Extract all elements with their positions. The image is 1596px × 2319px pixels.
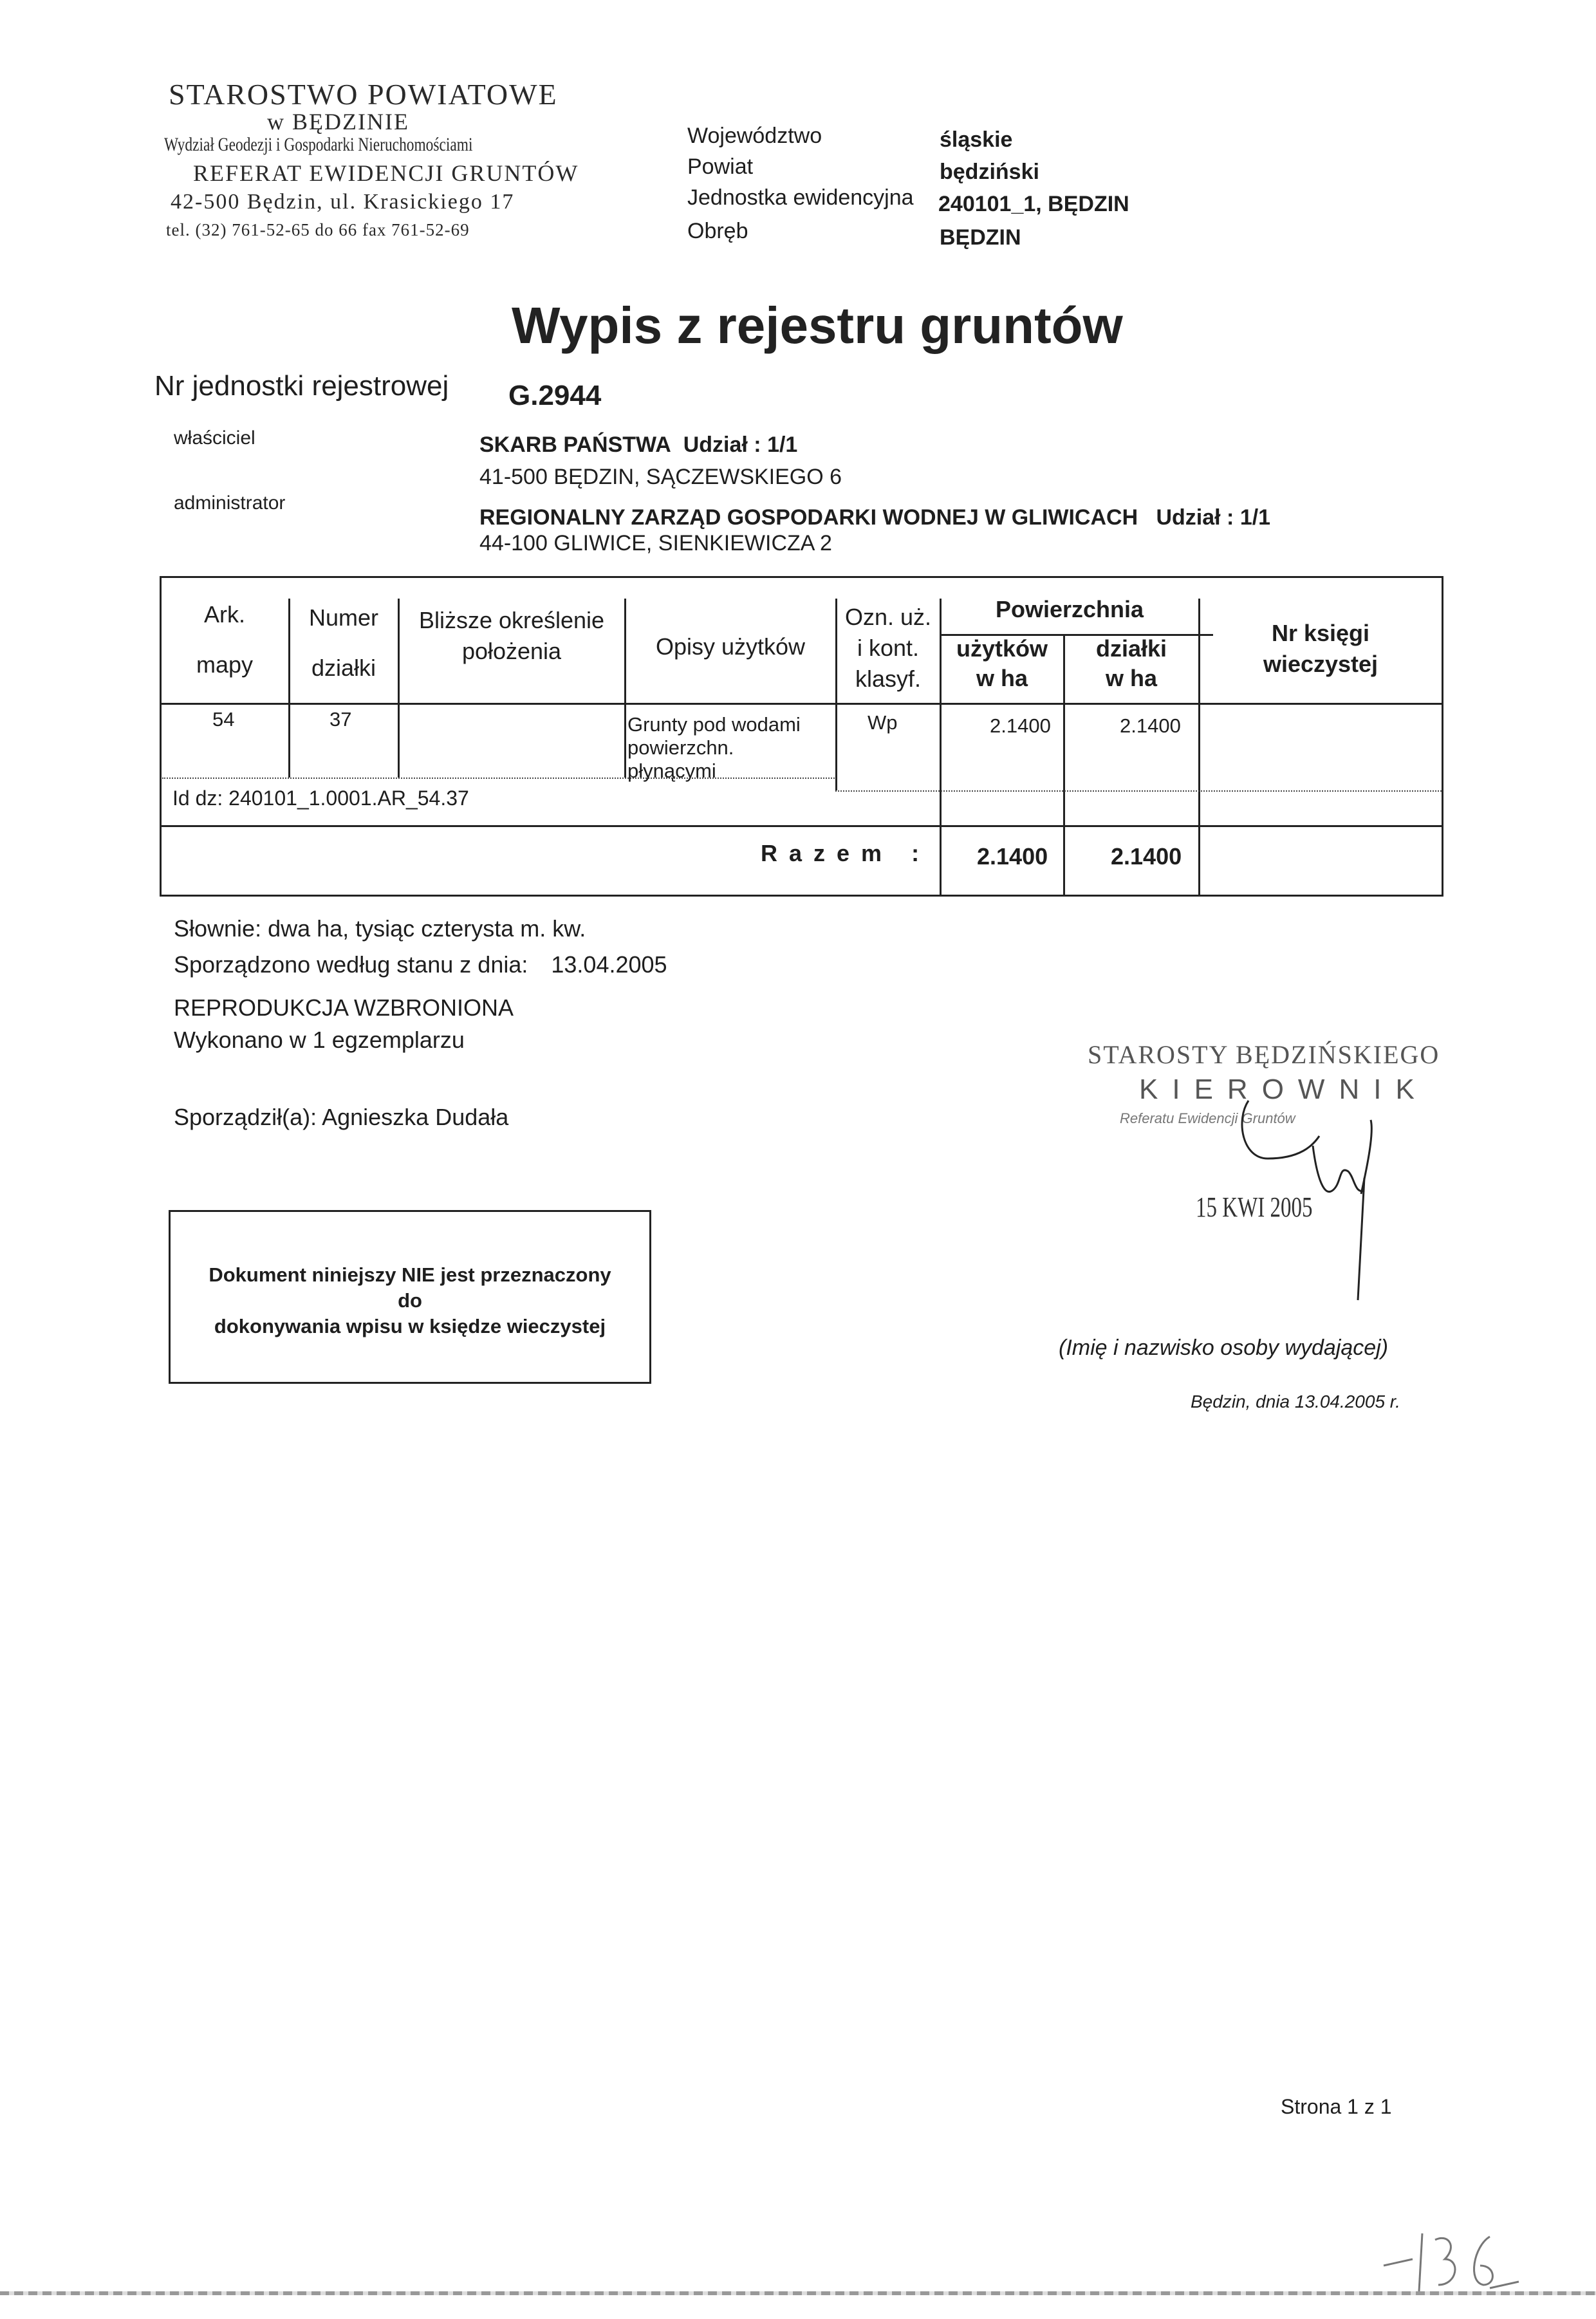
- handwritten-signature: [1210, 1081, 1416, 1313]
- slownie-text: Słownie: dwa ha, tysiąc czterysta m. kw.: [174, 915, 586, 942]
- jednostka-value: 240101_1, BĘDZIN: [938, 192, 1129, 216]
- header-uzytkow: [941, 634, 1063, 693]
- owner-address: 41-500 BĘDZIN, SĄCZEWSKIEGO 6: [479, 465, 842, 489]
- stamp-starosty: STAROSTY BĘDZIŃSKIEGO: [1088, 1040, 1440, 1069]
- cell-ark: 54: [212, 708, 235, 731]
- cell-numer: 37: [329, 708, 352, 731]
- wojewodztwo-value: śląskie: [940, 127, 1013, 152]
- owner-name-text: SKARB PAŃSTWA: [479, 433, 671, 457]
- total-dzialki: 2.1400: [1111, 843, 1182, 870]
- wojewodztwo-label: Województwo: [687, 124, 822, 148]
- scan-edge: [0, 2291, 1596, 2295]
- stamp-line-city: w BĘDZINIE: [267, 109, 409, 135]
- header-ark-line2: mapy: [196, 651, 254, 678]
- header-ozn-line3: klasyf.: [855, 666, 922, 692]
- sporzadzil-text: Sporządził(a): Agnieszka Dudała: [174, 1104, 509, 1130]
- header-blizsze-line1: Bliższe określenie: [418, 607, 605, 633]
- table-total-top: [160, 825, 1443, 827]
- registry-unit-value: G.2944: [508, 380, 602, 411]
- header-dzialki-ha: [1064, 634, 1198, 693]
- wykonano-text: Wykonano w 1 egzemplarzu: [174, 1027, 465, 1053]
- administrator-name-text: REGIONALNY ZARZĄD GOSPODARKI WODNEJ W GLIWICACH: [479, 505, 1138, 530]
- header-ark-line1: Ark.: [203, 601, 245, 628]
- sporzadzono-line: [174, 951, 667, 978]
- reprodukcja-text: REPRODUKCJA WZBRONIONA: [174, 994, 514, 1021]
- administrator-share: Udział : 1/1: [1156, 505, 1271, 530]
- obreb-label: Obręb: [687, 219, 748, 243]
- header-ksiega: [1200, 618, 1442, 680]
- administrator-address: 44-100 GLIWICE, SIENKIEWICZA 2: [479, 531, 832, 555]
- row-dotted-line-right: [835, 790, 1442, 792]
- stamp-kierownik: KIEROWNIK: [1139, 1074, 1429, 1105]
- stamp-line-referat: REFERAT EWIDENCJI GRUNTÓW: [193, 160, 579, 186]
- cell-id-dz: Id dz: 240101_1.0001.AR_54.37: [172, 787, 469, 810]
- page-title: Wypis z rejestru gruntów: [512, 297, 1123, 354]
- header-dzialki-line1: działki: [1095, 635, 1167, 662]
- page-number: Strona 1 z 1: [1281, 2095, 1392, 2118]
- stamp-line-phone: tel. (32) 761-52-65 do 66 fax 761-52-69: [166, 220, 470, 239]
- header-ozn: [837, 602, 940, 694]
- jednostka-label: Jednostka ewidencyjna: [687, 185, 914, 210]
- total-label: R a z e m :: [761, 840, 922, 866]
- header-ksiega-line1: Nr księgi: [1271, 620, 1370, 646]
- registry-unit-label: Nr jednostki rejestrowej: [154, 370, 449, 402]
- header-ozn-line1: Ozn. uż.: [844, 604, 932, 630]
- table-header-bottom: [160, 703, 1443, 705]
- header-dzialki-line2: w ha: [1105, 665, 1157, 691]
- total-uzytkow: 2.1400: [977, 843, 1048, 870]
- owner-label: właściciel: [174, 427, 255, 449]
- stamp-date: 15 KWI 2005: [1196, 1191, 1313, 1223]
- place-date: Będzin, dnia 13.04.2005 r.: [1191, 1392, 1400, 1411]
- administrator-name: [479, 505, 1270, 530]
- header-ark: [161, 599, 288, 681]
- owner-share: Udział : 1/1: [683, 433, 798, 457]
- header-blizsze: [399, 605, 624, 667]
- owner-name: [479, 433, 797, 458]
- cell-opis: [627, 713, 801, 783]
- cell-uzytkow: 2.1400: [990, 714, 1051, 737]
- signature-caption: (Imię i nazwisko osoby wydającej): [1059, 1336, 1389, 1360]
- cell-opis-line3: płynącymi: [627, 759, 716, 782]
- notice-line1: Dokument niniejszy NIE jest przeznaczony: [209, 1263, 611, 1286]
- notice-line3: dokonywania wpisu w księdze wieczystej: [214, 1315, 606, 1337]
- header-numer-line1: Numer: [308, 604, 379, 631]
- header-uzytkow-line1: użytków: [956, 635, 1048, 662]
- cell-ozn: Wp: [868, 711, 898, 734]
- administrator-label: administrator: [174, 492, 286, 514]
- table-border-right: [1442, 576, 1443, 897]
- obreb-value: BĘDZIN: [940, 225, 1021, 250]
- notice-box: [169, 1210, 651, 1384]
- header-blizsze-line2: położenia: [461, 638, 562, 664]
- header-powierzchnia: Powierzchnia: [995, 596, 1144, 622]
- stamp-line-address: 42-500 Będzin, ul. Krasickiego 17: [171, 190, 515, 214]
- notice-line2: do: [398, 1289, 422, 1312]
- header-numer-line2: działki: [311, 655, 376, 681]
- powiat-label: Powiat: [687, 154, 754, 179]
- cell-dzialki: 2.1400: [1120, 714, 1181, 737]
- powiat-value: będziński: [940, 160, 1039, 184]
- table-border-top: [160, 576, 1443, 578]
- sporzadzono-date: 13.04.2005: [551, 951, 667, 978]
- cell-opis-line1: Grunty pod wodami: [627, 713, 801, 736]
- header-numer: [290, 602, 398, 684]
- col-divider-3: [624, 599, 626, 778]
- header-uzytkow-line2: w ha: [976, 665, 1028, 691]
- header-ksiega-line2: wieczystej: [1263, 651, 1378, 677]
- cell-opis-line2: powierzchn.: [627, 736, 734, 759]
- stamp-referat: Referatu Ewidencji Gruntów: [1120, 1110, 1295, 1126]
- header-ozn-line2: i kont.: [857, 635, 920, 661]
- table-border-bottom: [160, 895, 1443, 897]
- sporzadzono-label: Sporządzono według stanu z dnia:: [174, 951, 528, 978]
- stamp-line-office: STAROSTWO POWIATOWE: [169, 78, 558, 111]
- header-opisy: Opisy użytków: [655, 633, 806, 660]
- stamp-line-department: Wydział Geodezji i Gospodarki Nieruchomościami: [164, 134, 473, 155]
